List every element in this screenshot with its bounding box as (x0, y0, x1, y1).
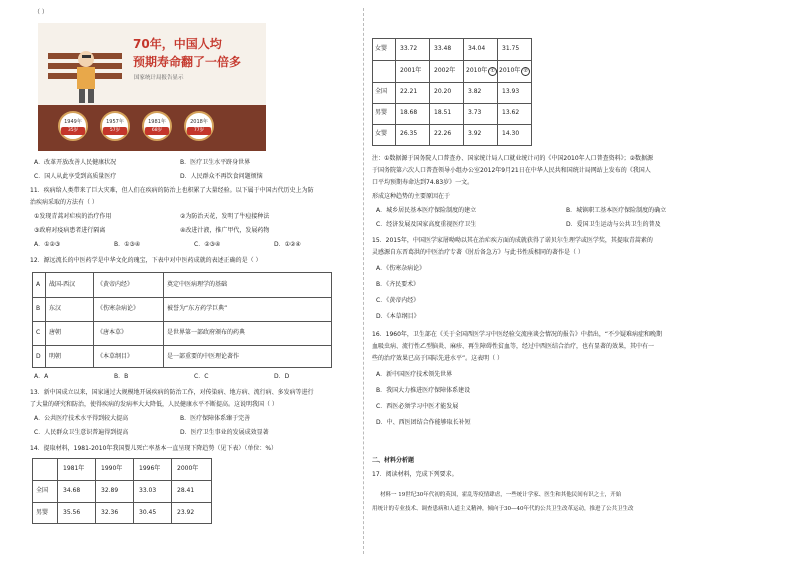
q14-option-c[interactable]: C．经济发展及国家高度重视医疗卫生 (376, 221, 477, 228)
age-label: 68岁 (145, 127, 169, 135)
q11-item-1: ①发现青蒿对疟疾的治疗作用 (34, 213, 112, 220)
table2-cell: 33.72 (400, 45, 418, 52)
table1-header-cell: 1996年 (139, 465, 161, 472)
q16-stem-line1: 16．1960年，卫生部在《关于全国西医学习中医经验交流座谈会情况的报告》中指出，“不少疑难病症和晚期 (372, 331, 663, 338)
q17-stem: 17．阅读材料，完成下列要求。 (372, 471, 458, 478)
q13-option-a[interactable]: A．公共医疗技术水平得到较大提高 (34, 415, 129, 422)
infant-mortality-table-1 (32, 458, 212, 524)
table2-cell: 18.51 (434, 109, 452, 116)
q14-option-b[interactable]: B．城镇职工基本医疗保险制度的确立 (566, 207, 667, 214)
q13-option-c[interactable]: C．人民群众卫生意识普遍得到提高 (34, 429, 129, 436)
q12-row-desc: 是一部重要的中医理论著作 (167, 353, 240, 360)
q12-row-era: 东汉 (49, 305, 62, 312)
q14-ask: 形成这种趋势的主要原因在于 (372, 193, 451, 200)
table-note-line1: 注：①数据源于国务院人口普查办、国家统计局人口就业统计司的《中国2010年人口普查资料》；②数据源 (372, 155, 654, 162)
q15-option-a[interactable]: A．《伤寒杂病论》 (376, 265, 426, 272)
table2-header-cell: 2002年 (434, 67, 456, 74)
q12-row-era: 明朝 (49, 353, 62, 360)
table2-cell: 20.20 (434, 88, 452, 95)
q12-option-d[interactable]: D．D (274, 373, 290, 380)
year-badge-1981 (142, 111, 172, 141)
table2-cell: 22.21 (400, 88, 418, 95)
q16-stem-line3: 些的治疗效果已高于国际先进水平”。这表明（ ） (372, 355, 504, 362)
table1-cell: 33.03 (139, 487, 157, 494)
section-heading-material-analysis: 二、材料分析题 (372, 457, 415, 464)
age-label: 57岁 (103, 127, 127, 135)
table1-cell: 32.36 (101, 509, 119, 516)
poster-title-line1: 70年，中国人均 (133, 37, 222, 51)
elderly-man-on-bench-illustration (46, 45, 126, 105)
q15-option-b[interactable]: B．《齐民要术》 (376, 281, 420, 288)
q15-stem-line1: 15．2015年，中国医学家屠呦呦以其在治疟疾方面的成就获得了诺贝尔生理学或医学奖，其提取青蒿素的 (372, 237, 653, 244)
year-badge-1949 (58, 111, 88, 141)
q16-option-d[interactable]: D．中、西医团结合作能够取长补短 (376, 419, 471, 426)
poster-subtitle: 国家统计局报告显示 (134, 75, 184, 81)
material-1-line2: 用统计的专业技术、调查患病和人道主义精神，倾向于30—40年代的公共卫生改革运动，推进了公共卫生改 (372, 506, 634, 512)
q11-option-d[interactable]: D．①②④ (274, 241, 301, 248)
q16-option-b[interactable]: B．我国大力推进医疗保障体系建设 (376, 387, 471, 394)
q10-option-b[interactable]: B．医疗卫生水平跻身世界 (180, 159, 251, 166)
table2-cell: 3.73 (468, 109, 482, 116)
table2-cell: 26.35 (400, 130, 418, 137)
table1-cell: 23.92 (177, 509, 195, 516)
table1-header-cell: 1981年 (63, 465, 85, 472)
q10-option-c[interactable]: C．国人从此享受到高质量医疗 (34, 173, 117, 180)
q12-option-c[interactable]: C．C (194, 373, 209, 380)
table1-header-cell: 1990年 (101, 465, 123, 472)
life-expectancy-poster (38, 23, 266, 151)
q11-item-3: ③政府对疫病患者进行隔离 (34, 227, 106, 234)
q12-option-a[interactable]: A．A (34, 373, 49, 380)
table2-header-cell: 2001年 (400, 67, 422, 74)
table2-row-label: 女婴 (375, 45, 388, 52)
q12-table (32, 272, 332, 368)
q16-option-c[interactable]: C．西医必须学习中医才能发展 (376, 403, 459, 410)
q12-row-book: 《唐本草》 (97, 329, 128, 336)
q12-row-letter: D (36, 353, 41, 360)
q12-stem: 12．源远流长的中医药学是中华文化的瑰宝，下表中对中医药成就的表述正确的是（ ） (30, 257, 262, 264)
table2-cell: 18.68 (400, 109, 418, 116)
table2-cell: 34.04 (468, 45, 486, 52)
year-label: 1957年 (106, 119, 124, 125)
q15-option-c[interactable]: C．《黄帝内经》 (376, 297, 420, 304)
year-label: 2018年 (190, 119, 208, 125)
q12-row-era: 战国-西汉 (49, 281, 76, 288)
table2-header-cell-with-note2 (499, 66, 530, 76)
table1-cell: 35.56 (63, 509, 81, 516)
table2-header-text: 2010年 (466, 67, 488, 74)
q12-row-desc: 是世界第一部政府颁布的药典 (167, 329, 246, 336)
table1-header-cell: 2000年 (177, 465, 199, 472)
q13-stem-line1: 13．新中国成立以来，国家通过大规模地开展疾病的防治工作，对传染病、地方病、流行病、多发病等进行 (30, 389, 314, 396)
q16-stem-line2: 血吸虫病、流行性乙型脑炎、麻疹、再生障碍性贫血等，经过中西医结合治疗，也有显著的效果，其中有一 (372, 343, 655, 350)
table2-cell: 14.30 (502, 130, 520, 137)
q12-row-letter: B (36, 305, 41, 312)
table2-cell: 31.75 (502, 45, 520, 52)
material-1-line1: 材料一 19世纪30年代初的英国，霍乱等疫情肆虐，一些统计学家、医生和其他民间有识之士，开始 (380, 492, 622, 498)
q12-row-book: 《本草纲目》 (97, 353, 134, 360)
q14-stem: 14．提取材料，1981-2010年我国婴儿死亡率基本一直呈现下降趋势（见下表）（单位：%） (30, 445, 278, 452)
q13-stem-line2: 了大量的研究和防治，使得疾病的发病率大大降低，人民健康水平不断提高。这说明我国（ ） (30, 401, 278, 408)
table1-cell: 30.45 (139, 509, 157, 516)
q12-row-book: 《伤寒杂病论》 (97, 305, 140, 312)
table2-cell: 22.26 (434, 130, 452, 137)
table1-row-label: 男婴 (36, 509, 49, 516)
table1-cell: 28.41 (177, 487, 195, 494)
age-label: 35岁 (61, 127, 85, 135)
table1-cell: 34.68 (63, 487, 81, 494)
year-badge-2018 (184, 111, 214, 141)
q15-option-d[interactable]: D．《本草纲目》 (376, 313, 420, 320)
table-note-line2: 于国务院第六次人口普查领导小组办公室2012年9月21日在中华人民共和国统计局网站上发布的《我国人 (372, 167, 651, 174)
poster-title-line2: 预期寿命翻了一倍多 (133, 55, 242, 69)
q11-item-2: ②为防治天花，发明了牛痘接种法 (180, 213, 270, 220)
question-blank: （ ） (34, 9, 48, 16)
year-label: 1949年 (64, 119, 82, 125)
q10-option-d[interactable]: D．人民群众不再饮食问题烦恼 (180, 173, 263, 180)
footnote-marker-2: ② (521, 67, 530, 76)
table2-header-text: 2010年 (499, 67, 521, 74)
q14-option-d[interactable]: D．爱国卫生运动与公共卫生的普及 (566, 221, 661, 228)
infant-mortality-table-2 (372, 38, 532, 146)
table-note-line3: 口平均预期寿命达到74.83岁》一文。 (372, 179, 474, 186)
q11-stem-line1: 11．疾病给人类带来了巨大灾难，但人们在疾病的防治上也积累了大量经验。以下属于中国古代历史上为防 (30, 187, 314, 194)
table2-cell: 13.62 (502, 109, 520, 116)
q11-option-b[interactable]: B．①③④ (114, 241, 141, 248)
q12-row-letter: A (36, 281, 41, 288)
q12-row-letter: C (36, 329, 41, 336)
q12-option-b[interactable]: B．B (114, 373, 129, 380)
table1-row-label: 全国 (36, 487, 49, 494)
q11-option-c[interactable]: C．②③④ (194, 241, 221, 248)
footnote-marker-1: ① (488, 67, 497, 76)
q12-row-era: 唐朝 (49, 329, 62, 336)
table2-header-cell-with-note1 (466, 66, 497, 76)
q16-option-a[interactable]: A．新中国医疗技术领先世界 (376, 371, 453, 378)
table2-row-label: 全国 (375, 88, 388, 95)
year-badge-1957 (100, 111, 130, 141)
table2-row-label: 女婴 (375, 130, 388, 137)
table1-cell: 32.89 (101, 487, 119, 494)
q12-row-desc: 被誉为“东方药学巨典” (167, 305, 228, 312)
q10-option-a[interactable]: A．改革开放改善人民健康状况 (34, 159, 117, 166)
table2-cell: 13.93 (502, 88, 520, 95)
q13-option-d[interactable]: D．医疗卫生事业的发展成效显著 (180, 429, 269, 436)
q12-row-book: 《黄帝内经》 (97, 281, 134, 288)
table2-cell: 3.92 (468, 130, 482, 137)
age-label: 77岁 (187, 127, 211, 135)
table2-row-label: 男婴 (375, 109, 388, 116)
q12-row-desc: 奠定中医病理学的基础 (167, 281, 228, 288)
q15-stem-line2: 灵感源自东晋葛洪的中医治疗专著《肘后备急方》与此书性质相同的著作是（ ） (372, 249, 584, 256)
table2-cell: 3.82 (468, 88, 482, 95)
q11-option-a[interactable]: A．①②③ (34, 241, 61, 248)
q11-stem-line2: 治疾病采取的方法有（ ） (30, 199, 98, 206)
column-divider (363, 8, 364, 554)
year-label: 1981年 (148, 119, 166, 125)
q14-option-a[interactable]: A．城乡居民基本医疗保险制度的建立 (376, 207, 477, 214)
q13-option-b[interactable]: B．医疗保障体系臻于完善 (180, 415, 251, 422)
q11-item-4: ④改进汁液，推广甲代，发展药物 (180, 227, 270, 234)
table2-cell: 33.48 (434, 45, 452, 52)
